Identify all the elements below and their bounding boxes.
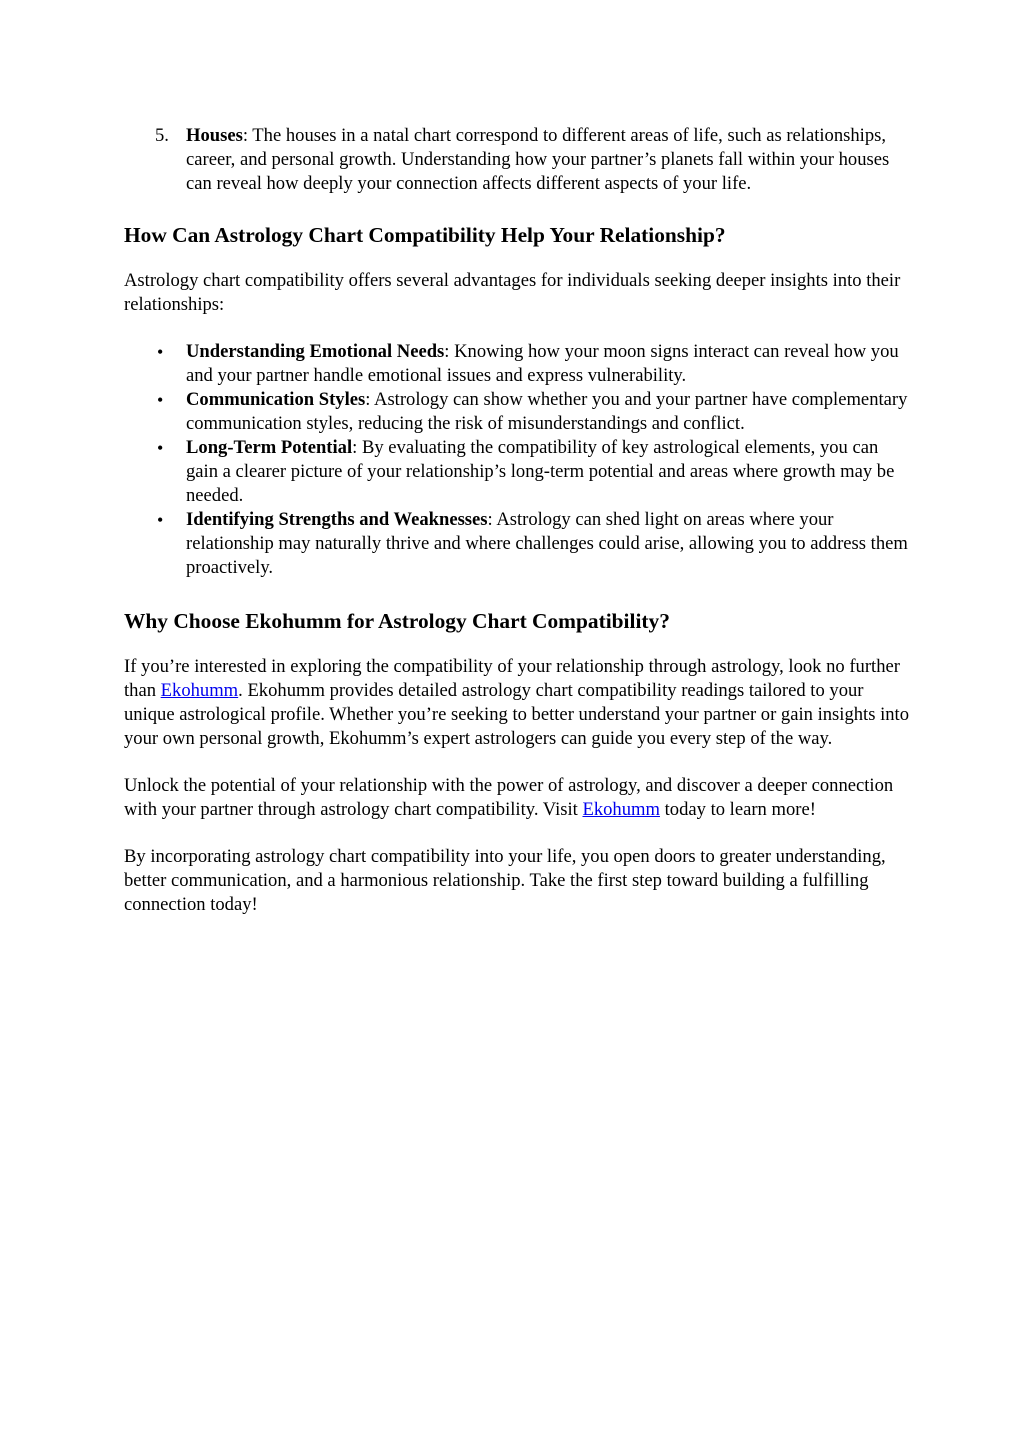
houses-description: : The houses in a natal chart correspond to different areas of life, such as relationships, career, and personal growth. Understanding how your partner’s planets fall within your houses can reveal how deeply your connection affects different aspects of your life. [186,125,890,194]
list-number: 5. [155,125,169,146]
list-item-houses [124,124,914,196]
term-long-term-potential: Long-Term Potential [186,437,353,458]
why-paragraph-1 [124,655,914,751]
term-strengths-weaknesses: Identifying Strengths and Weaknesses [186,509,488,530]
why-p1-text-after: . Ekohumm provides detailed astrology chart compatibility readings tailored to your unique astrological profile. Whether you’re seeking to better understand your partner or gain insights into your own personal growth, Ekohumm’s expert astrologers can guide you every step of the way. [124,680,910,749]
bullet-icon: • [157,342,164,362]
emotional-needs-text: : Knowing how your moon signs interact can reveal how you and your partner handle emotional issues and express vulnerability. [186,341,899,386]
closing-paragraph: By incorporating astrology chart compatibility into your life, you open doors to greater understanding, better communication, and a harmonious relationship. Take the first step toward building a fulfilling connection today! [124,846,886,915]
heading-how-can-help: How Can Astrology Chart Compatibility Help Your Relationship? [124,223,726,247]
intro-paragraph: Astrology chart compatibility offers several advantages for individuals seeking deeper insights into their relationships: [124,270,901,315]
list-item [124,388,914,436]
advantages-list [124,340,914,580]
list-item [124,508,914,580]
bullet-icon: • [157,510,164,530]
why-p2-text-before: Unlock the potential of your relationship with the power of astrology, and discover a deeper connection with your partner through astrology chart compatibility. Visit [124,775,894,820]
why-paragraph-2 [124,774,914,822]
why-p1-text-before: If you’re interested in exploring the compatibility of your relationship through astrology, look no further than [124,656,900,701]
long-term-potential-text: : By evaluating the compatibility of key astrological elements, you can gain a clearer picture of your relationship’s long-term potential and areas where growth may be needed. [186,437,895,506]
bullet-icon: • [157,438,164,458]
list-item [124,340,914,388]
ekohumm-link-1[interactable]: Ekohumm [160,680,239,701]
bullet-icon: • [157,390,164,410]
communication-styles-text: : Astrology can show whether you and your partner have complementary communication styles, reducing the risk of misunderstandings and conflict. [186,389,908,434]
term-communication-styles: Communication Styles [186,389,366,410]
term-emotional-needs: Understanding Emotional Needs [186,341,445,362]
term-houses: Houses [186,125,243,146]
heading-why-choose: Why Choose Ekohumm for Astrology Chart Compatibility? [124,609,670,633]
numbered-list [124,124,914,196]
strengths-weaknesses-text: : Astrology can shed light on areas where your relationship may naturally thrive and where challenges could arise, allowing you to address them proactively. [186,509,908,578]
ekohumm-link-2[interactable]: Ekohumm [582,799,660,820]
document-page [124,124,914,917]
list-item [124,436,914,508]
why-p2-text-after: today to learn more! [659,799,816,820]
